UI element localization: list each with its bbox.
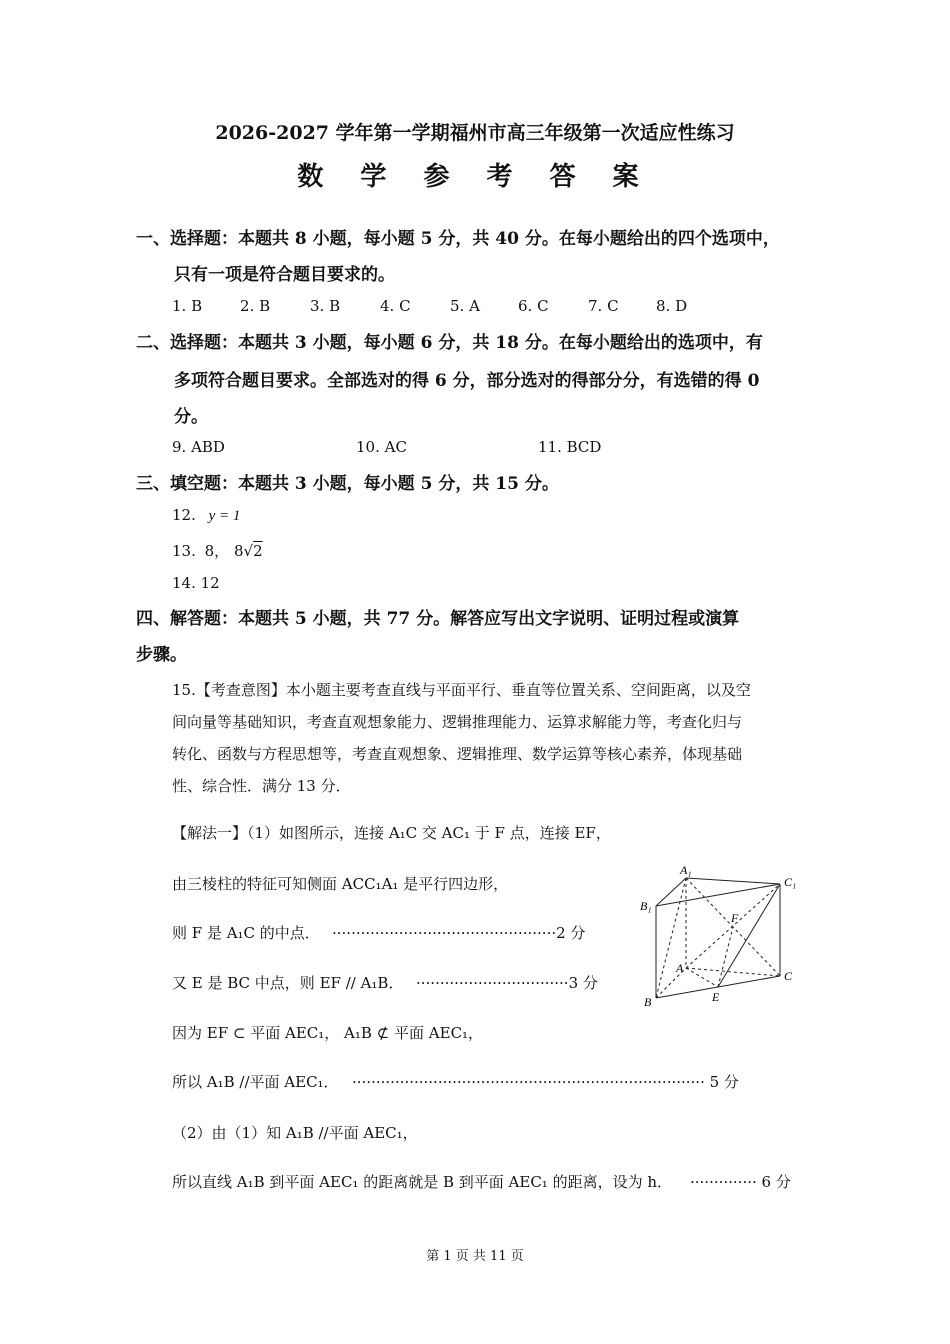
solution-step-2: 由三棱柱的特征可知侧面 ACC₁A₁ 是平行四边形， (172, 875, 509, 893)
document-subtitle: 数 学 参 考 答 案 (297, 162, 653, 192)
label-a1: A₁ (680, 863, 692, 877)
answer-1: 1. B (172, 297, 203, 315)
score-leader-3: ································3 分 (416, 974, 598, 992)
line-a-e (686, 968, 718, 987)
edge-a1-c1 (686, 878, 780, 884)
solution-step-1: 【解法一】（1）如图所示，连接 A₁C 交 AC₁ 于 F 点，连接 EF， (172, 824, 611, 842)
answer-12-value: y = 1 (208, 508, 241, 524)
answer-10: 10. AC (356, 438, 407, 456)
label-b: B (644, 995, 652, 1009)
document-title: 2026-2027 学年第一学期福州市高三年级第一次适应性练习 (215, 122, 735, 144)
label-c1: C₁ (784, 875, 797, 889)
answer-6: 6. C (518, 297, 549, 315)
answer-8: 8. D (656, 297, 688, 315)
q15-intro-line4: 性、综合性．满分 13 分． (172, 777, 351, 795)
answer-14: 14. 12 (172, 574, 220, 592)
answer-13 (172, 540, 263, 561)
section2-heading-line2: 多项符合题目要求。全部选对的得 6 分，部分选对的得部分分，有选错的得 0 (174, 371, 760, 391)
section1-heading-line2: 只有一项是符合题目要求的。 (174, 265, 395, 285)
q15-intro-line1: 15.【考查意图】本小题主要考查直线与平面平行、垂直等位置关系、空间距离，以及空 (172, 681, 751, 699)
line-a1-b (656, 878, 686, 998)
answer-12-number: 12. (172, 506, 196, 524)
label-f: F (731, 911, 739, 925)
answer-13-coefficient: 8 (233, 542, 244, 560)
label-b1: B₁ (640, 899, 652, 913)
label-a: A (676, 961, 684, 975)
answer-13-radicand: 2 (253, 542, 263, 560)
score-leader-2: ···············································2 分 (332, 924, 586, 942)
answer-13-value2 (234, 542, 263, 560)
line-e-c1 (718, 884, 780, 987)
prism-figure (636, 858, 806, 1010)
score-leader-5: ·········································································· 5 分 (352, 1073, 739, 1091)
answer-4: 4. C (380, 297, 411, 315)
sqrt-icon: √ (243, 542, 254, 560)
answer-13-value1: 8， (204, 542, 230, 560)
section2-heading-line1: 二、选择题：本题共 3 小题，每小题 6 分，共 18 分。在每小题给出的选项中，有 (136, 333, 763, 353)
solution-step-7: （2）由（1）知 A₁B //平面 AEC₁， (172, 1124, 418, 1142)
answer-5: 5. A (450, 297, 480, 315)
answer-11: 11. BCD (538, 438, 602, 456)
line-a-c1 (686, 884, 780, 968)
label-c: C (784, 969, 793, 983)
edge-a-c (686, 968, 780, 976)
section1-heading-line1: 一、选择题：本题共 8 小题，每小题 5 分，共 40 分。在每小题给出的四个选项中， (136, 229, 780, 249)
solution-step-3: 则 F 是 A₁C 的中点． (172, 924, 320, 942)
section2-heading-line3: 分。 (174, 407, 208, 427)
page-footer: 第 1 页 共 11 页 (426, 1249, 524, 1264)
edge-b1-c1 (656, 884, 780, 906)
answer-7: 7. C (588, 297, 619, 315)
answer-13-number: 13. (172, 542, 196, 560)
answer-9: 9. ABD (172, 438, 225, 456)
section4-heading-line1: 四、解答题：本题共 5 小题，共 77 分。解答应写出文字说明、证明过程或演算 (136, 609, 740, 629)
solution-step-4: 又 E 是 BC 中点，则 EF // A₁B． (172, 974, 404, 992)
section4-heading-line2: 步骤。 (136, 645, 187, 665)
answer-12 (172, 506, 240, 525)
solution-step-8: 所以直线 A₁B 到平面 AEC₁ 的距离就是 B 到平面 AEC₁ 的距离，设为 h． (172, 1173, 673, 1191)
solution-step-6: 所以 A₁B //平面 AEC₁． (172, 1073, 339, 1091)
answer-3: 3. B (310, 297, 341, 315)
q15-intro-line3: 转化、函数与方程思想等，考查直观想象、逻辑推理、数学运算等核心素养，体现基础 (172, 745, 743, 763)
q15-intro-line2: 间向量等基础知识，考查直观想象能力、逻辑推理能力、运算求解能力等，考查化归与 (172, 713, 743, 731)
label-e: E (712, 990, 720, 1004)
section3-heading: 三、填空题：本题共 3 小题，每小题 5 分，共 15 分。 (136, 474, 559, 494)
solution-step-5: 因为 EF ⊂ 平面 AEC₁， A₁B ⊄ 平面 AEC₁， (172, 1024, 484, 1042)
score-leader-6: ·············· 6 分 (690, 1173, 791, 1191)
answer-2: 2. B (240, 297, 271, 315)
line-e-f (718, 927, 733, 987)
